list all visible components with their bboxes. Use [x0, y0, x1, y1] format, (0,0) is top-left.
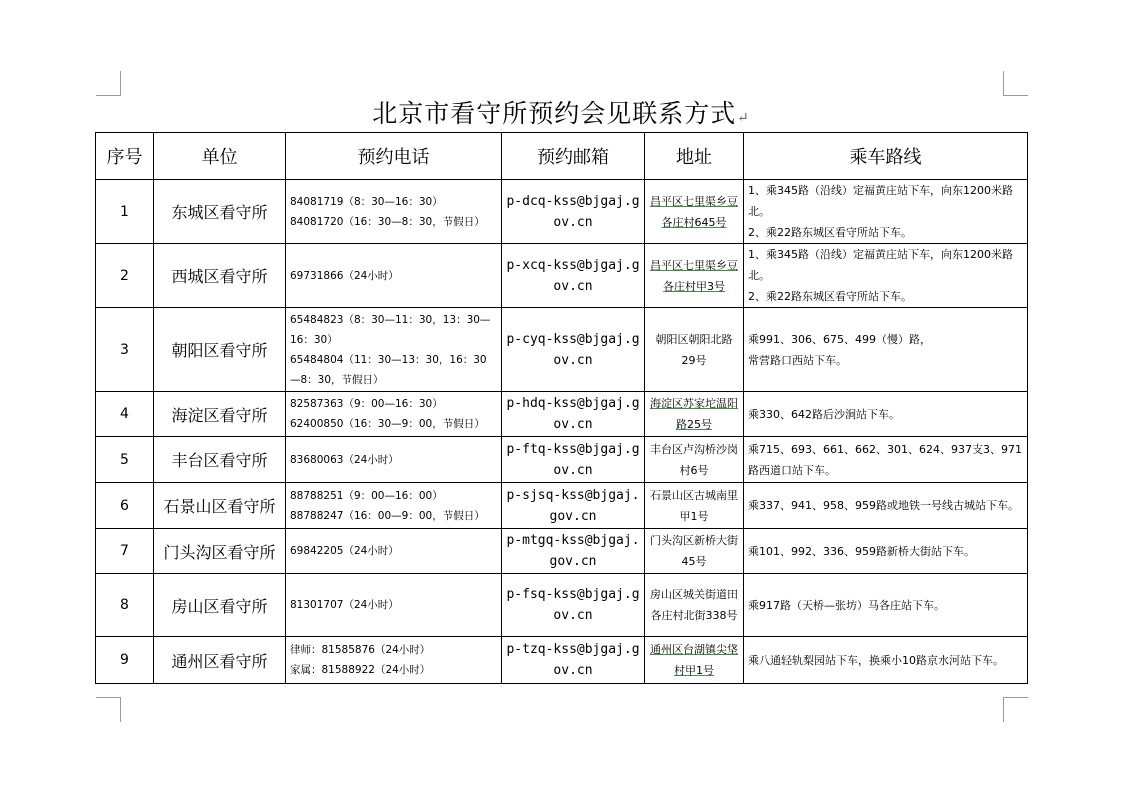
cell-unit: 东城区看守所: [154, 180, 286, 244]
route-line: 乘917路（天桥—张坊）马各庄站下车。: [748, 598, 945, 612]
crop-mark-bottom-left: [96, 697, 121, 722]
cell-route: [744, 308, 1028, 392]
header-unit: 单位: [154, 133, 286, 180]
cell-email[interactable]: p-dcq-kss@bjgaj.gov.cn: [502, 180, 645, 244]
cell-phone: [286, 574, 502, 637]
cell-email[interactable]: p-cyq-kss@bjgaj.gov.cn: [502, 308, 645, 392]
crop-mark-top-right: [1003, 71, 1028, 96]
route-line: 乘337、941、958、959路或地铁一号线古城站下车。: [748, 499, 1019, 512]
cell-route: [744, 574, 1028, 637]
crop-mark-bottom-right: [1003, 697, 1028, 722]
table-header-row: [96, 133, 1028, 180]
route-line: 乘101、992、336、959路新桥大街站下车。: [748, 544, 975, 558]
phone-line: 69731866（24小时）: [290, 269, 399, 282]
cell-unit: 海淀区看守所: [154, 392, 286, 437]
route-line: 乘330、642路后沙涧站下车。: [748, 407, 900, 421]
crop-mark-top-left: [96, 71, 121, 96]
cell-unit: 通州区看守所: [154, 637, 286, 684]
route-line: 2、乘22路东城区看守所站下车。: [748, 226, 912, 239]
cell-unit: 丰台区看守所: [154, 437, 286, 483]
cell-address: [645, 637, 744, 684]
cell-unit: 朝阳区看守所: [154, 308, 286, 392]
cell-unit: 石景山区看守所: [154, 483, 286, 529]
cell-email[interactable]: p-fsq-kss@bjgaj.gov.cn: [502, 574, 645, 637]
phone-line: 88788247（16：00—9：00，节假日）: [290, 509, 485, 522]
cell-unit: 西城区看守所: [154, 244, 286, 308]
cell-no: 3: [96, 308, 154, 392]
table-row: [96, 392, 1028, 437]
table-row: [96, 529, 1028, 574]
route-line: 2、乘22路东城区看守所站下车。: [748, 290, 912, 303]
cell-route: [744, 637, 1028, 684]
cell-phone: [286, 529, 502, 574]
cell-address: [645, 392, 744, 437]
phone-line: 88788251（9：00—16：00）: [290, 489, 443, 502]
header-phone: 预约电话: [286, 133, 502, 180]
phone-line: 律师：81585876（24小时）: [290, 644, 431, 656]
cell-address: 朝阳区朝阳北路29号: [645, 308, 744, 392]
cell-no: 7: [96, 529, 154, 574]
route-line: 常营路口西站下车。: [748, 353, 847, 367]
title-text: 北京市看守所预约会见联系方式: [372, 99, 737, 128]
cell-phone: [286, 392, 502, 437]
phone-line: 家属：81588922（24小时）: [290, 664, 431, 676]
cell-phone: [286, 483, 502, 529]
cell-phone: [286, 244, 502, 308]
contacts-table[interactable]: [95, 132, 1028, 684]
phone-line: 84081720（16：30—8：30，节假日）: [290, 215, 485, 228]
route-line: 1、乘345路（沿线）定福黄庄站下车，向东1200米路北。: [748, 184, 1013, 218]
cell-phone: [286, 180, 502, 244]
cell-phone: [286, 437, 502, 483]
table-row: [96, 483, 1028, 529]
cell-no: 6: [96, 483, 154, 529]
cell-no: 8: [96, 574, 154, 637]
table-row: [96, 437, 1028, 483]
cell-address: 石景山区古城南里甲1号: [645, 483, 744, 529]
cell-route: [744, 529, 1028, 574]
address-text: 通州区台湖镇尖垡村甲1号: [650, 643, 738, 677]
cell-route: [744, 392, 1028, 437]
phone-line: 65484804（11：30—13：30，16：30—8：30，节假日）: [290, 353, 487, 386]
header-email: 预约邮箱: [502, 133, 645, 180]
cell-no: 2: [96, 244, 154, 308]
cell-route: [744, 437, 1028, 483]
cell-route: [744, 244, 1028, 308]
phone-line: 62400850（16：30—9：00，节假日）: [290, 418, 485, 430]
cell-phone: [286, 637, 502, 684]
paragraph-mark-icon: ↵: [737, 110, 750, 126]
header-route: 乘车路线: [744, 133, 1028, 180]
document-title[interactable]: [95, 96, 1027, 132]
table-row: [96, 244, 1028, 308]
cell-no: 4: [96, 392, 154, 437]
cell-no: 1: [96, 180, 154, 244]
cell-address: 门头沟区新桥大街45号: [645, 529, 744, 574]
cell-address: [645, 244, 744, 308]
cell-address: 丰台区卢沟桥沙岗村6号: [645, 437, 744, 483]
cell-email[interactable]: p-xcq-kss@bjgaj.gov.cn: [502, 244, 645, 308]
phone-line: 69842205（24小时）: [290, 545, 399, 557]
phone-line: 81301707（24小时）: [290, 599, 399, 611]
header-no: 序号: [96, 133, 154, 180]
cell-address: 房山区城关街道田各庄村北街338号: [645, 574, 744, 637]
cell-route: [744, 483, 1028, 529]
cell-no: 5: [96, 437, 154, 483]
cell-email[interactable]: p-tzq-kss@bjgaj.gov.cn: [502, 637, 645, 684]
table-row: [96, 308, 1028, 392]
route-line: 乘991、306、675、499（慢）路，: [748, 332, 931, 346]
phone-line: 65484823（8：30—11：30，13：30—16：30）: [290, 313, 491, 346]
route-line: 1、乘345路（沿线）定福黄庄站下车，向东1200米路北。: [748, 248, 1013, 282]
table-row: [96, 574, 1028, 637]
address-text: 昌平区七里渠乡豆各庄村645号: [650, 194, 738, 229]
cell-address: [645, 180, 744, 244]
route-line: 乘715、693、661、662、301、624、937支3、971路西道口站下车。: [748, 442, 1022, 477]
cell-unit: 房山区看守所: [154, 574, 286, 637]
cell-no: 9: [96, 637, 154, 684]
cell-email[interactable]: p-mtgq-kss@bjgaj.gov.cn: [502, 529, 645, 574]
cell-unit: 门头沟区看守所: [154, 529, 286, 574]
phone-line: 84081719（8：30—16：30）: [290, 195, 443, 208]
cell-email[interactable]: p-hdq-kss@bjgaj.gov.cn: [502, 392, 645, 437]
cell-route: [744, 180, 1028, 244]
address-text: 昌平区七里渠乡豆各庄村甲3号: [650, 258, 738, 293]
table-row: [96, 180, 1028, 244]
cell-email[interactable]: p-sjsq-kss@bjgaj.gov.cn: [502, 483, 645, 529]
address-text: 海淀区苏家坨温阳路25号: [650, 397, 738, 431]
header-address: 地址: [645, 133, 744, 180]
table-row: [96, 637, 1028, 684]
route-line: 乘八通轻轨梨园站下车，换乘小10路京水河站下车。: [748, 653, 1004, 667]
phone-line: 82587363（9：00—16：30）: [290, 398, 443, 410]
cell-phone: [286, 308, 502, 392]
cell-email[interactable]: p-ftq-kss@bjgaj.gov.cn: [502, 437, 645, 483]
phone-line: 83680063（24小时）: [290, 453, 399, 466]
